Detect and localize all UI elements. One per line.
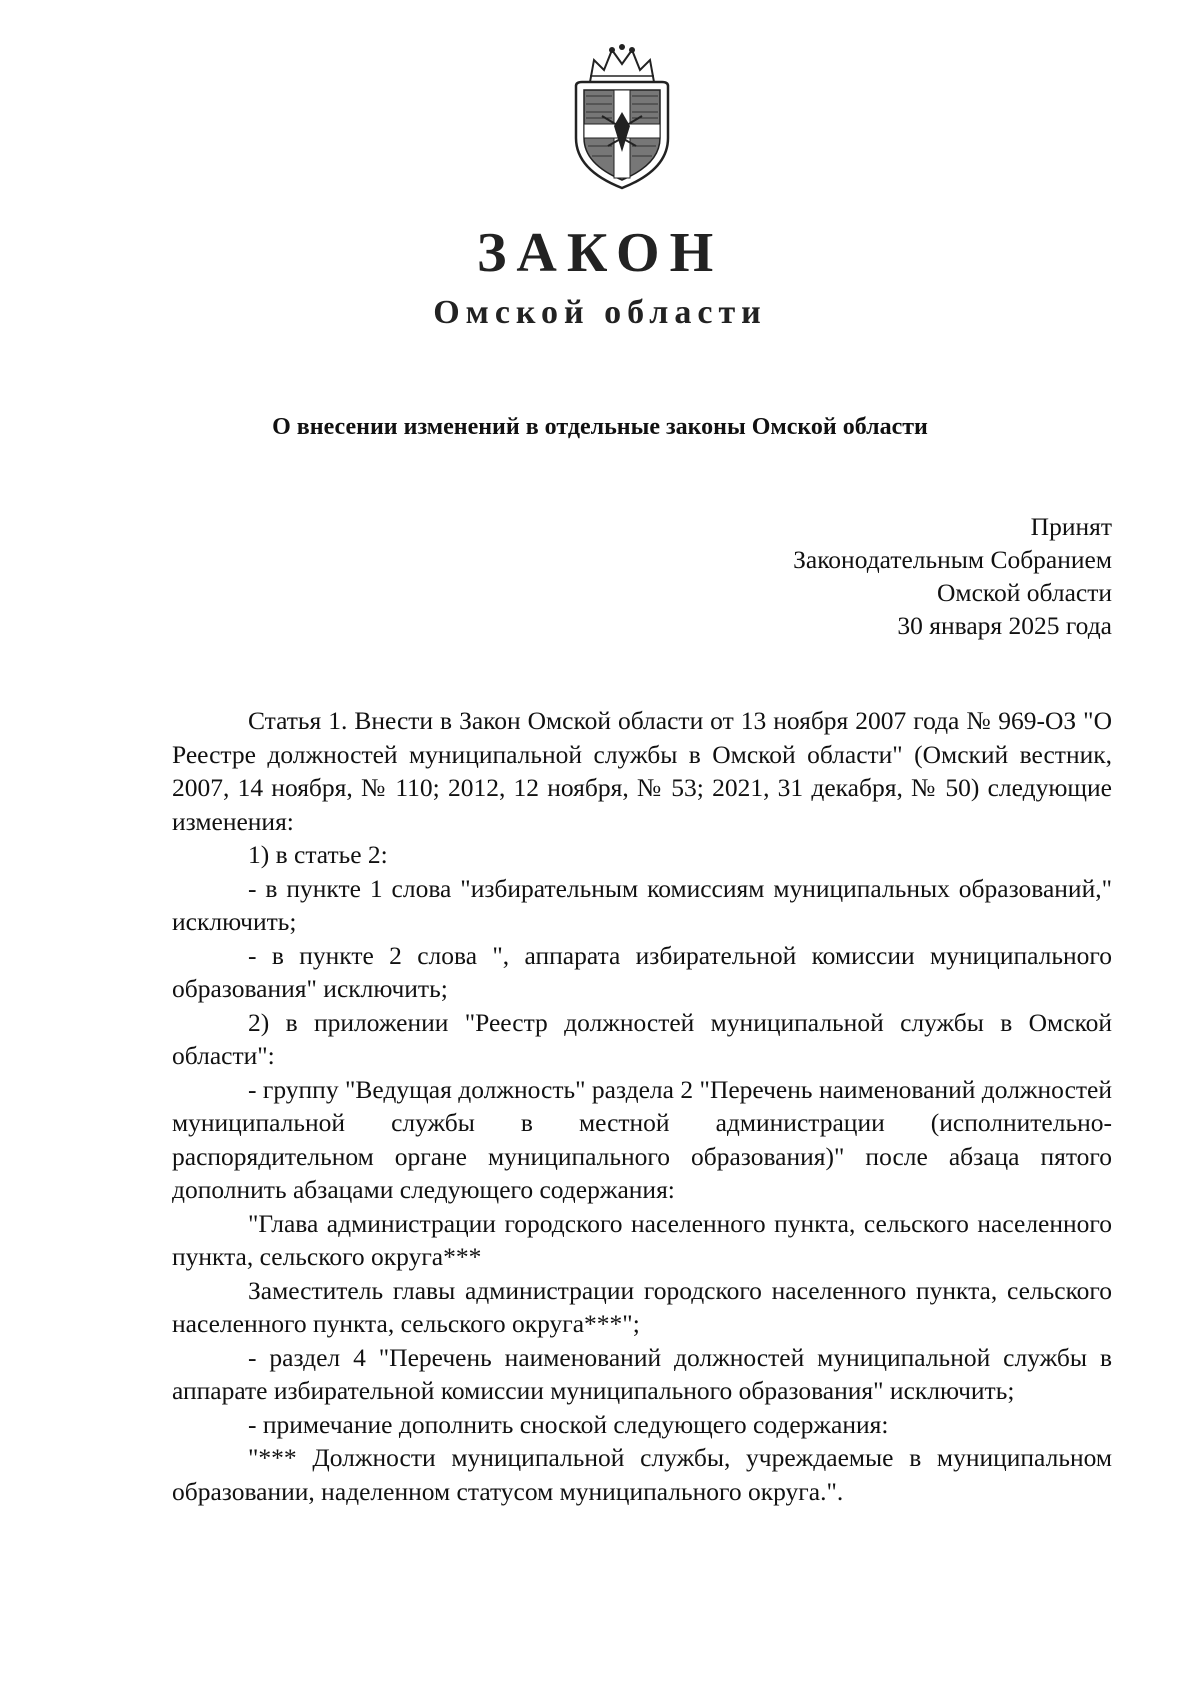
inserted-text-2: Заместитель главы администрации городского населенного пункта, сельского населенного пункта, сельского округа***"; [172,1275,1112,1338]
item-2-group: - группу "Ведущая должность" раздела 2 "Перечень наименований должностей муниципальной службы в местной администрации (исполнительно-распорядительном органе муниципального образования)" после абзаца пятого дополнить абзацами следующего содержания: [172,1074,1112,1204]
coat-of-arms-icon [568,42,676,192]
item-1-point-2: - в пункте 2 слова ", аппарата избирательной комиссии муниципального образования" исключить; [172,940,1112,1003]
item-2-note: - примечание дополнить сноской следующего содержания: [248,1409,889,1439]
article-1-paragraph: Статья 1. Внести в Закон Омской области от 13 ноября 2007 года № 969-ОЗ "О Реестре должностей муниципальной службы в Омской области" (Омский вестник, 2007, 14 ноября, № 110; 2012, 12 ноября, № 53; 2021, 31 декабря, № 50) следующие изменения: [172,706,1112,836]
law-title: ЗАКОН [476,222,724,284]
footnote-text: "*** Должности муниципальной службы, учреждаемые в муниципальном образовании, наделенном статусом муниципального округа.". [172,1443,1112,1506]
document-heading: О внесении изменений в отдельные законы Омской области [272,414,928,440]
adoption-block [793,510,1112,642]
item-1: 1) в статье 2: [248,840,388,869]
item-1-point-1: - в пункте 1 слова "избирательным комиссиям муниципальных образований," исключить; [172,873,1112,936]
adoption-line-2: Законодательным Собранием [793,545,1112,574]
adoption-line-3: Омской области [937,578,1112,607]
item-2-section-4: - раздел 4 "Перечень наименований должностей муниципальной службы в аппарате избирательной комиссии муниципального образования" исключить; [172,1342,1112,1405]
law-body [172,704,1112,1508]
item-2: 2) в приложении "Реестр должностей муниципальной службы в Омской области": [172,1007,1112,1070]
inserted-text-1: "Глава администрации городского населенного пункта, сельского населенного пункта, сельского округа*** [172,1208,1112,1271]
law-subtitle: Омской области [433,294,767,331]
adoption-line-1: Принят [1030,512,1112,541]
adoption-date: 30 января 2025 года [897,611,1112,640]
